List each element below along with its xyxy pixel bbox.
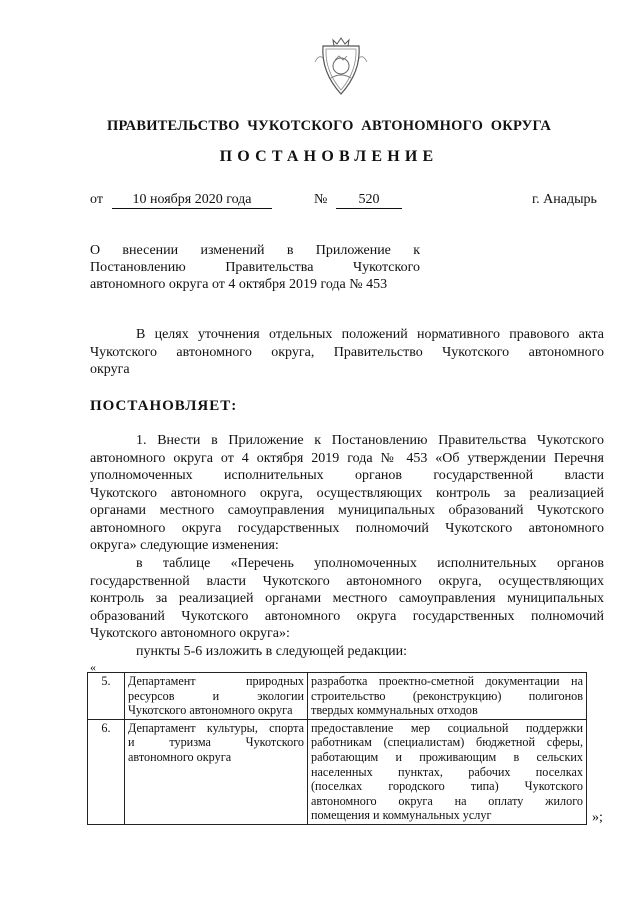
item-1-points [90, 643, 604, 661]
item-1-line: органами местного самоуправления муниципальных образований Чукотского [90, 503, 604, 518]
table-row [88, 719, 587, 824]
city-name: г. Анадырь [532, 192, 597, 207]
department-line: Департамент культуры, спорта [128, 720, 304, 735]
item-1-line: 1. Внести в Приложение к Постановлению Правительства Чукотского [136, 433, 604, 448]
document-date-value: 10 ноября 2020 года [112, 192, 272, 209]
document-type-title: ПОСТАНОВЛЕНИЕ [219, 148, 439, 165]
responsibility-line: населенных пунктах, рабочих поселках [311, 764, 583, 779]
item-1-line: округа» следующие изменения: [90, 538, 279, 553]
department-cell [125, 673, 308, 720]
department-cell [125, 719, 308, 824]
item-1-sub-line: государственной власти Чукотского автономного округа, осуществляющих [90, 573, 604, 589]
responsibility-line: строительство (реконструкцию) полигонов [311, 688, 583, 703]
responsibility-line: работающим и проживающим в сельских [311, 749, 583, 764]
document-date [112, 192, 272, 209]
item-1-sub-line: в таблице «Перечень уполномоченных исполнительных органов [136, 556, 604, 571]
department-line: Департамент природных [128, 674, 304, 688]
department-line: автономного округа [128, 749, 232, 764]
document-subject [90, 242, 420, 293]
item-1-paragraph [90, 432, 604, 555]
department-line: и туризма Чукотского [128, 735, 304, 750]
subject-line: О внесении изменений в Приложение к [90, 243, 420, 258]
responsibility-line: твердых коммунальных отходов [311, 703, 478, 718]
responsibility-line: работникам (специалистам) бюджетной сферы, [311, 735, 583, 750]
amendments-table [87, 672, 587, 825]
preamble-line: В целях уточнения отдельных положений нормативного правового акта [136, 327, 604, 342]
item-1-line: автономного округа государственных полномочий Чукотского автономного [90, 520, 604, 536]
subject-line: автономного округа от 4 октября 2019 года № 453 [90, 277, 388, 292]
item-1-sub-line: образований Чукотского автономного округа государственных полномочий [90, 608, 604, 624]
preamble-paragraph [90, 326, 604, 379]
number-label: № [314, 192, 328, 207]
responsibility-line: предоставление мер социальной поддержки [311, 720, 583, 735]
coat-of-arms-emblem [313, 32, 369, 98]
department-line: ресурсов и экологии [128, 688, 304, 703]
preamble-line: округа [90, 362, 130, 377]
department-line: Чукотского автономного округа [128, 703, 293, 718]
item-1-line: уполномоченных исполнительных органов государственной власти [90, 468, 604, 483]
table-row [88, 673, 587, 720]
preamble-line: Чукотского автономного округа, Правительство Чукотского автономного [90, 344, 604, 360]
item-1-line: автономного округа от 4 октября 2019 года № 453 «Об утверждении Перечня [90, 450, 604, 466]
responsibility-line: разработка проектно-сметной документации на [311, 674, 583, 688]
item-1-points-text: пункты 5-6 изложить в следующей редакции: [136, 644, 408, 659]
document-number-value: 520 [336, 192, 402, 209]
date-from-label: от [90, 192, 103, 207]
responsibility-cell [308, 673, 587, 720]
responsibility-line: автономного округа на оплату жилого [311, 793, 583, 808]
row-number: 5. [88, 673, 125, 720]
item-1-sub-line: Чукотского автономного округа»: [90, 626, 290, 641]
item-1-subparagraph [90, 555, 604, 643]
document-number [336, 192, 402, 209]
responsibility-line: (поселках городского типа) Чукотского [311, 779, 583, 794]
resolves-heading: ПОСТАНОВЛЯЕТ: [90, 398, 238, 414]
item-1-sub-line: контроль за реализацией органами местного самоуправления муниципальных [90, 591, 604, 606]
subject-line: Постановлению Правительства Чукотского [90, 260, 420, 275]
responsibility-cell [308, 719, 587, 824]
closing-quote: »; [592, 810, 603, 825]
row-number: 6. [88, 719, 125, 824]
government-title: ПРАВИТЕЛЬСТВО ЧУКОТСКОГО АВТОНОМНОГО ОКРУГА [106, 118, 552, 134]
item-1-line: Чукотского автономного округа, осуществляющих контроль за реализацией [90, 485, 604, 501]
responsibility-line: помещения и коммунальных услуг [311, 808, 492, 823]
opening-quote: « [90, 660, 96, 674]
